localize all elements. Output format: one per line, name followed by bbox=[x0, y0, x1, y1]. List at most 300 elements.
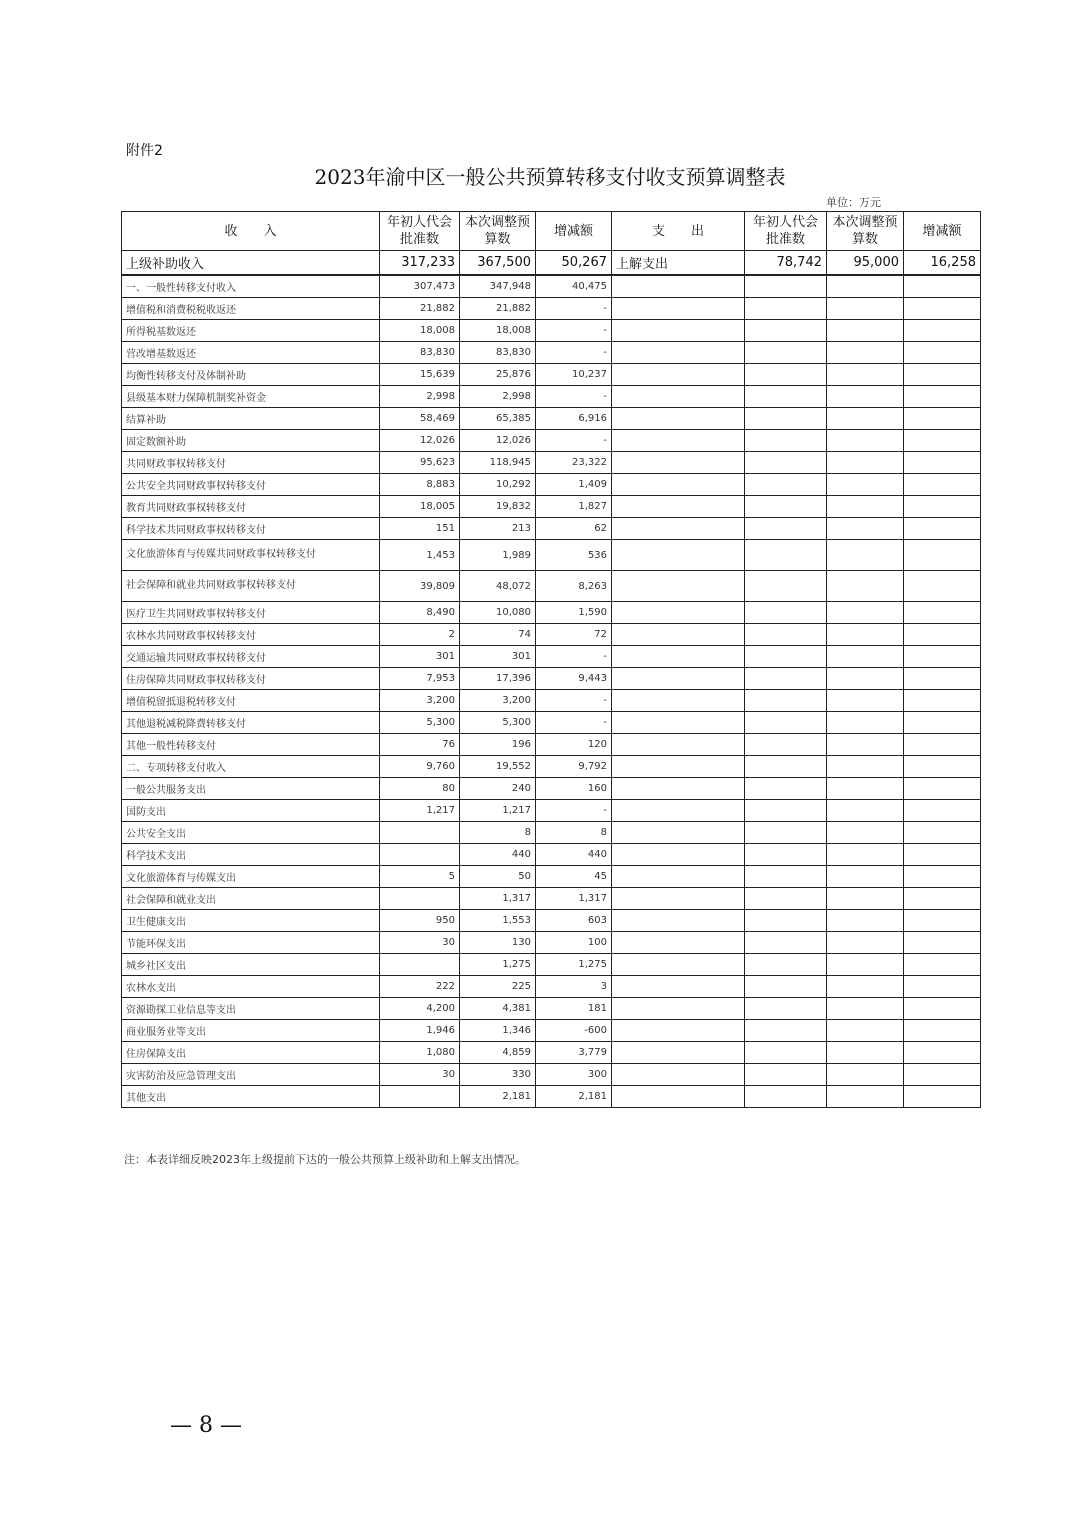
row-adjusted: 25,876 bbox=[460, 364, 536, 386]
row-exp-adjusted bbox=[827, 1042, 904, 1064]
row-exp-adjusted bbox=[827, 496, 904, 518]
summary-income-label: 上级补助收入 bbox=[122, 251, 380, 276]
row-exp-label bbox=[612, 1042, 745, 1064]
row-exp-adjusted bbox=[827, 888, 904, 910]
row-initial: 95,623 bbox=[380, 452, 460, 474]
row-exp-label bbox=[612, 954, 745, 976]
row-exp-change bbox=[904, 976, 981, 998]
row-adjusted: 118,945 bbox=[460, 452, 536, 474]
row-exp-label bbox=[612, 756, 745, 778]
row-change: - bbox=[536, 386, 612, 408]
row-exp-initial bbox=[745, 954, 827, 976]
row-exp-adjusted bbox=[827, 998, 904, 1020]
row-exp-initial bbox=[745, 668, 827, 690]
row-adjusted: 65,385 bbox=[460, 408, 536, 430]
row-label: 科学技术共同财政事权转移支付 bbox=[122, 518, 380, 540]
row-change: 300 bbox=[536, 1064, 612, 1086]
row-exp-initial bbox=[745, 571, 827, 602]
row-adjusted: 130 bbox=[460, 932, 536, 954]
row-exp-change bbox=[904, 932, 981, 954]
row-initial: 5,300 bbox=[380, 712, 460, 734]
row-label: 一般公共服务支出 bbox=[122, 778, 380, 800]
header-exp-initial: 年初人代会批准数 bbox=[745, 212, 827, 251]
summary-income-adjusted: 367,500 bbox=[460, 251, 536, 276]
row-exp-initial bbox=[745, 998, 827, 1020]
row-change: 181 bbox=[536, 998, 612, 1020]
row-adjusted: 2,181 bbox=[460, 1086, 536, 1108]
row-label: 文化旅游体育与传媒支出 bbox=[122, 866, 380, 888]
row-initial: 15,639 bbox=[380, 364, 460, 386]
row-exp-change bbox=[904, 866, 981, 888]
table-row bbox=[122, 778, 981, 800]
row-exp-initial bbox=[745, 822, 827, 844]
row-exp-adjusted bbox=[827, 910, 904, 932]
table-row bbox=[122, 888, 981, 910]
row-label: 增值税留抵退税转移支付 bbox=[122, 690, 380, 712]
row-label: 固定数额补助 bbox=[122, 430, 380, 452]
row-exp-change bbox=[904, 954, 981, 976]
row-change: 100 bbox=[536, 932, 612, 954]
row-exp-change bbox=[904, 364, 981, 386]
header-exp-adjusted: 本次调整预算数 bbox=[827, 212, 904, 251]
row-adjusted: 5,300 bbox=[460, 712, 536, 734]
page-title: 2023年渝中区一般公共预算转移支付收支预算调整表 bbox=[314, 165, 786, 189]
row-label: 均衡性转移支付及体制补助 bbox=[122, 364, 380, 386]
header-change: 增减额 bbox=[536, 212, 612, 251]
row-label: 交通运输共同财政事权转移支付 bbox=[122, 646, 380, 668]
row-exp-label bbox=[612, 668, 745, 690]
row-label: 农林水共同财政事权转移支付 bbox=[122, 624, 380, 646]
row-change: 440 bbox=[536, 844, 612, 866]
row-exp-label bbox=[612, 602, 745, 624]
summary-exp-initial: 78,742 bbox=[745, 251, 827, 276]
row-adjusted: 3,200 bbox=[460, 690, 536, 712]
row-change: 160 bbox=[536, 778, 612, 800]
row-adjusted: 19,832 bbox=[460, 496, 536, 518]
row-initial: 76 bbox=[380, 734, 460, 756]
row-adjusted: 12,026 bbox=[460, 430, 536, 452]
row-exp-change bbox=[904, 1020, 981, 1042]
row-exp-label bbox=[612, 976, 745, 998]
row-initial: 7,953 bbox=[380, 668, 460, 690]
row-exp-initial bbox=[745, 734, 827, 756]
row-exp-initial bbox=[745, 1042, 827, 1064]
row-label: 一、一般性转移支付收入 bbox=[122, 275, 380, 298]
table-row bbox=[122, 518, 981, 540]
row-adjusted: 8 bbox=[460, 822, 536, 844]
row-label: 社会保障和就业共同财政事权转移支付 bbox=[122, 571, 380, 602]
row-initial bbox=[380, 888, 460, 910]
row-exp-change bbox=[904, 888, 981, 910]
unit-label: 单位：万元 bbox=[826, 196, 881, 209]
row-exp-adjusted bbox=[827, 540, 904, 571]
row-exp-initial bbox=[745, 1086, 827, 1108]
table-row bbox=[122, 954, 981, 976]
row-exp-adjusted bbox=[827, 800, 904, 822]
table-row bbox=[122, 275, 981, 298]
row-exp-label bbox=[612, 298, 745, 320]
row-label: 社会保障和就业支出 bbox=[122, 888, 380, 910]
table-row bbox=[122, 452, 981, 474]
row-exp-initial bbox=[745, 474, 827, 496]
row-exp-label bbox=[612, 430, 745, 452]
row-initial: 83,830 bbox=[380, 342, 460, 364]
table-row bbox=[122, 1064, 981, 1086]
row-exp-label bbox=[612, 712, 745, 734]
row-exp-label bbox=[612, 778, 745, 800]
row-exp-change bbox=[904, 298, 981, 320]
header-expenditure: 支 出 bbox=[612, 212, 745, 251]
row-change: - bbox=[536, 800, 612, 822]
row-adjusted: 347,948 bbox=[460, 275, 536, 298]
row-initial: 2 bbox=[380, 624, 460, 646]
row-label: 资源勘探工业信息等支出 bbox=[122, 998, 380, 1020]
table-row bbox=[122, 998, 981, 1020]
row-exp-label bbox=[612, 866, 745, 888]
row-exp-adjusted bbox=[827, 364, 904, 386]
row-exp-label bbox=[612, 690, 745, 712]
row-exp-adjusted bbox=[827, 976, 904, 998]
row-initial: 4,200 bbox=[380, 998, 460, 1020]
row-label: 所得税基数返还 bbox=[122, 320, 380, 342]
row-adjusted: 440 bbox=[460, 844, 536, 866]
row-exp-initial bbox=[745, 910, 827, 932]
row-initial bbox=[380, 954, 460, 976]
row-change: -600 bbox=[536, 1020, 612, 1042]
row-exp-change bbox=[904, 430, 981, 452]
row-exp-adjusted bbox=[827, 844, 904, 866]
row-exp-label bbox=[612, 571, 745, 602]
row-exp-adjusted bbox=[827, 342, 904, 364]
row-change: 1,409 bbox=[536, 474, 612, 496]
row-label: 其他退税减税降费转移支付 bbox=[122, 712, 380, 734]
row-exp-label bbox=[612, 364, 745, 386]
summary-income-change: 50,267 bbox=[536, 251, 612, 276]
row-exp-label bbox=[612, 1064, 745, 1086]
table-row bbox=[122, 624, 981, 646]
table-row bbox=[122, 571, 981, 602]
row-adjusted: 1,553 bbox=[460, 910, 536, 932]
row-label: 住房保障支出 bbox=[122, 1042, 380, 1064]
row-exp-initial bbox=[745, 452, 827, 474]
row-adjusted: 213 bbox=[460, 518, 536, 540]
row-change: - bbox=[536, 646, 612, 668]
row-change: 10,237 bbox=[536, 364, 612, 386]
row-initial bbox=[380, 844, 460, 866]
table-row bbox=[122, 800, 981, 822]
row-exp-adjusted bbox=[827, 932, 904, 954]
table-row bbox=[122, 690, 981, 712]
budget-table bbox=[121, 211, 981, 1108]
row-initial: 2,998 bbox=[380, 386, 460, 408]
row-change: 3,779 bbox=[536, 1042, 612, 1064]
row-exp-adjusted bbox=[827, 430, 904, 452]
row-exp-change bbox=[904, 1086, 981, 1108]
row-change: 1,317 bbox=[536, 888, 612, 910]
row-initial: 307,473 bbox=[380, 275, 460, 298]
row-label: 科学技术支出 bbox=[122, 844, 380, 866]
row-adjusted: 50 bbox=[460, 866, 536, 888]
row-exp-label bbox=[612, 474, 745, 496]
table-row bbox=[122, 386, 981, 408]
row-exp-initial bbox=[745, 602, 827, 624]
row-adjusted: 4,859 bbox=[460, 1042, 536, 1064]
row-adjusted: 240 bbox=[460, 778, 536, 800]
row-change: - bbox=[536, 320, 612, 342]
row-exp-label bbox=[612, 1020, 745, 1042]
table-row bbox=[122, 910, 981, 932]
row-exp-adjusted bbox=[827, 712, 904, 734]
header-income: 收 入 bbox=[122, 212, 380, 251]
summary-exp-adjusted: 95,000 bbox=[827, 251, 904, 276]
row-exp-label bbox=[612, 408, 745, 430]
row-initial: 8,490 bbox=[380, 602, 460, 624]
row-initial: 30 bbox=[380, 932, 460, 954]
row-initial: 301 bbox=[380, 646, 460, 668]
row-exp-change bbox=[904, 1042, 981, 1064]
row-exp-label bbox=[612, 496, 745, 518]
header-adjusted: 本次调整预算数 bbox=[460, 212, 536, 251]
table-row bbox=[122, 1042, 981, 1064]
row-exp-initial bbox=[745, 932, 827, 954]
row-exp-change bbox=[904, 910, 981, 932]
row-exp-adjusted bbox=[827, 954, 904, 976]
row-exp-initial bbox=[745, 800, 827, 822]
row-initial: 39,809 bbox=[380, 571, 460, 602]
row-adjusted: 21,882 bbox=[460, 298, 536, 320]
row-exp-label bbox=[612, 888, 745, 910]
table-row bbox=[122, 342, 981, 364]
row-exp-adjusted bbox=[827, 386, 904, 408]
row-initial: 58,469 bbox=[380, 408, 460, 430]
row-exp-adjusted bbox=[827, 822, 904, 844]
table-row bbox=[122, 646, 981, 668]
row-label: 二、专项转移支付收入 bbox=[122, 756, 380, 778]
row-adjusted: 83,830 bbox=[460, 342, 536, 364]
header-initial: 年初人代会批准数 bbox=[380, 212, 460, 251]
row-exp-adjusted bbox=[827, 275, 904, 298]
row-initial: 1,946 bbox=[380, 1020, 460, 1042]
row-exp-adjusted bbox=[827, 1064, 904, 1086]
row-exp-change bbox=[904, 571, 981, 602]
row-initial: 950 bbox=[380, 910, 460, 932]
row-exp-change bbox=[904, 386, 981, 408]
row-exp-change bbox=[904, 712, 981, 734]
row-exp-adjusted bbox=[827, 408, 904, 430]
row-exp-initial bbox=[745, 1064, 827, 1086]
row-exp-change bbox=[904, 342, 981, 364]
row-exp-adjusted bbox=[827, 452, 904, 474]
row-adjusted: 10,292 bbox=[460, 474, 536, 496]
row-change: 603 bbox=[536, 910, 612, 932]
row-exp-label bbox=[612, 386, 745, 408]
row-exp-adjusted bbox=[827, 668, 904, 690]
table-row bbox=[122, 866, 981, 888]
row-initial bbox=[380, 822, 460, 844]
row-change: 1,275 bbox=[536, 954, 612, 976]
row-label: 商业服务业等支出 bbox=[122, 1020, 380, 1042]
footnote: 注：本表详细反映2023年上级提前下达的一般公共预算上级补助和上解支出情况。 bbox=[124, 1153, 526, 1166]
row-exp-change bbox=[904, 822, 981, 844]
row-label: 卫生健康支出 bbox=[122, 910, 380, 932]
table-row bbox=[122, 474, 981, 496]
row-exp-label bbox=[612, 540, 745, 571]
row-exp-change bbox=[904, 756, 981, 778]
table-row bbox=[122, 668, 981, 690]
row-exp-initial bbox=[745, 430, 827, 452]
row-exp-change bbox=[904, 998, 981, 1020]
row-adjusted: 1,346 bbox=[460, 1020, 536, 1042]
row-exp-adjusted bbox=[827, 866, 904, 888]
row-initial: 1,080 bbox=[380, 1042, 460, 1064]
row-exp-change bbox=[904, 275, 981, 298]
row-exp-adjusted bbox=[827, 1020, 904, 1042]
row-initial: 9,760 bbox=[380, 756, 460, 778]
row-initial: 30 bbox=[380, 1064, 460, 1086]
row-exp-change bbox=[904, 540, 981, 571]
row-label: 灾害防治及应急管理支出 bbox=[122, 1064, 380, 1086]
row-exp-adjusted bbox=[827, 518, 904, 540]
table-row bbox=[122, 932, 981, 954]
table-row bbox=[122, 1086, 981, 1108]
row-exp-label bbox=[612, 932, 745, 954]
table-row bbox=[122, 822, 981, 844]
row-initial bbox=[380, 1086, 460, 1108]
row-exp-adjusted bbox=[827, 756, 904, 778]
row-exp-initial bbox=[745, 342, 827, 364]
row-exp-label bbox=[612, 844, 745, 866]
table-row bbox=[122, 602, 981, 624]
row-exp-label bbox=[612, 998, 745, 1020]
row-exp-initial bbox=[745, 888, 827, 910]
row-exp-change bbox=[904, 320, 981, 342]
row-label: 增值税和消费税税收返还 bbox=[122, 298, 380, 320]
row-exp-label bbox=[612, 1086, 745, 1108]
table-row bbox=[122, 496, 981, 518]
row-exp-label bbox=[612, 734, 745, 756]
row-initial: 1,453 bbox=[380, 540, 460, 571]
row-change: 8,263 bbox=[536, 571, 612, 602]
row-change: 45 bbox=[536, 866, 612, 888]
row-change: 3 bbox=[536, 976, 612, 998]
table-row bbox=[122, 976, 981, 998]
row-change: 1,590 bbox=[536, 602, 612, 624]
row-initial: 5 bbox=[380, 866, 460, 888]
row-exp-change bbox=[904, 690, 981, 712]
row-adjusted: 225 bbox=[460, 976, 536, 998]
row-label: 公共安全共同财政事权转移支付 bbox=[122, 474, 380, 496]
row-change: 120 bbox=[536, 734, 612, 756]
row-label: 城乡社区支出 bbox=[122, 954, 380, 976]
row-exp-label bbox=[612, 910, 745, 932]
row-adjusted: 1,217 bbox=[460, 800, 536, 822]
row-adjusted: 330 bbox=[460, 1064, 536, 1086]
row-exp-adjusted bbox=[827, 571, 904, 602]
row-adjusted: 301 bbox=[460, 646, 536, 668]
row-adjusted: 4,381 bbox=[460, 998, 536, 1020]
row-label: 教育共同财政事权转移支付 bbox=[122, 496, 380, 518]
table-row bbox=[122, 844, 981, 866]
row-initial: 1,217 bbox=[380, 800, 460, 822]
row-exp-initial bbox=[745, 518, 827, 540]
row-change: 8 bbox=[536, 822, 612, 844]
row-label: 文化旅游体育与传媒共同财政事权转移支付 bbox=[122, 540, 380, 571]
row-exp-label bbox=[612, 320, 745, 342]
row-change: 62 bbox=[536, 518, 612, 540]
row-exp-initial bbox=[745, 690, 827, 712]
row-label: 其他支出 bbox=[122, 1086, 380, 1108]
row-exp-change bbox=[904, 474, 981, 496]
row-change: 536 bbox=[536, 540, 612, 571]
row-adjusted: 74 bbox=[460, 624, 536, 646]
row-exp-label bbox=[612, 646, 745, 668]
row-change: - bbox=[536, 690, 612, 712]
header-exp-change: 增减额 bbox=[904, 212, 981, 251]
attachment-label: 附件2 bbox=[126, 143, 163, 159]
row-exp-initial bbox=[745, 408, 827, 430]
row-exp-label bbox=[612, 275, 745, 298]
row-exp-change bbox=[904, 496, 981, 518]
row-exp-adjusted bbox=[827, 646, 904, 668]
row-initial: 8,883 bbox=[380, 474, 460, 496]
row-change: 40,475 bbox=[536, 275, 612, 298]
row-exp-change bbox=[904, 452, 981, 474]
row-change: 6,916 bbox=[536, 408, 612, 430]
row-exp-adjusted bbox=[827, 734, 904, 756]
row-change: - bbox=[536, 298, 612, 320]
row-exp-label bbox=[612, 342, 745, 364]
table-row bbox=[122, 430, 981, 452]
row-change: 1,827 bbox=[536, 496, 612, 518]
row-exp-initial bbox=[745, 540, 827, 571]
row-exp-initial bbox=[745, 386, 827, 408]
row-exp-change bbox=[904, 602, 981, 624]
table-row bbox=[122, 364, 981, 386]
row-exp-change bbox=[904, 778, 981, 800]
row-exp-change bbox=[904, 408, 981, 430]
row-exp-initial bbox=[745, 624, 827, 646]
row-exp-initial bbox=[745, 712, 827, 734]
row-initial: 21,882 bbox=[380, 298, 460, 320]
row-adjusted: 196 bbox=[460, 734, 536, 756]
row-exp-label bbox=[612, 452, 745, 474]
row-exp-initial bbox=[745, 1020, 827, 1042]
table-row bbox=[122, 298, 981, 320]
row-label: 节能环保支出 bbox=[122, 932, 380, 954]
row-change: - bbox=[536, 342, 612, 364]
row-initial: 18,005 bbox=[380, 496, 460, 518]
row-exp-initial bbox=[745, 646, 827, 668]
row-label: 其他一般性转移支付 bbox=[122, 734, 380, 756]
row-exp-adjusted bbox=[827, 474, 904, 496]
row-adjusted: 10,080 bbox=[460, 602, 536, 624]
table-row bbox=[122, 712, 981, 734]
row-adjusted: 2,998 bbox=[460, 386, 536, 408]
row-initial: 151 bbox=[380, 518, 460, 540]
row-adjusted: 48,072 bbox=[460, 571, 536, 602]
row-change: - bbox=[536, 430, 612, 452]
row-adjusted: 17,396 bbox=[460, 668, 536, 690]
row-exp-label bbox=[612, 822, 745, 844]
table-row bbox=[122, 756, 981, 778]
row-exp-adjusted bbox=[827, 624, 904, 646]
table-row bbox=[122, 540, 981, 571]
summary-income-initial: 317,233 bbox=[380, 251, 460, 276]
row-exp-change bbox=[904, 734, 981, 756]
row-initial: 3,200 bbox=[380, 690, 460, 712]
row-exp-adjusted bbox=[827, 602, 904, 624]
page-number: — 8 — bbox=[170, 1413, 242, 1438]
